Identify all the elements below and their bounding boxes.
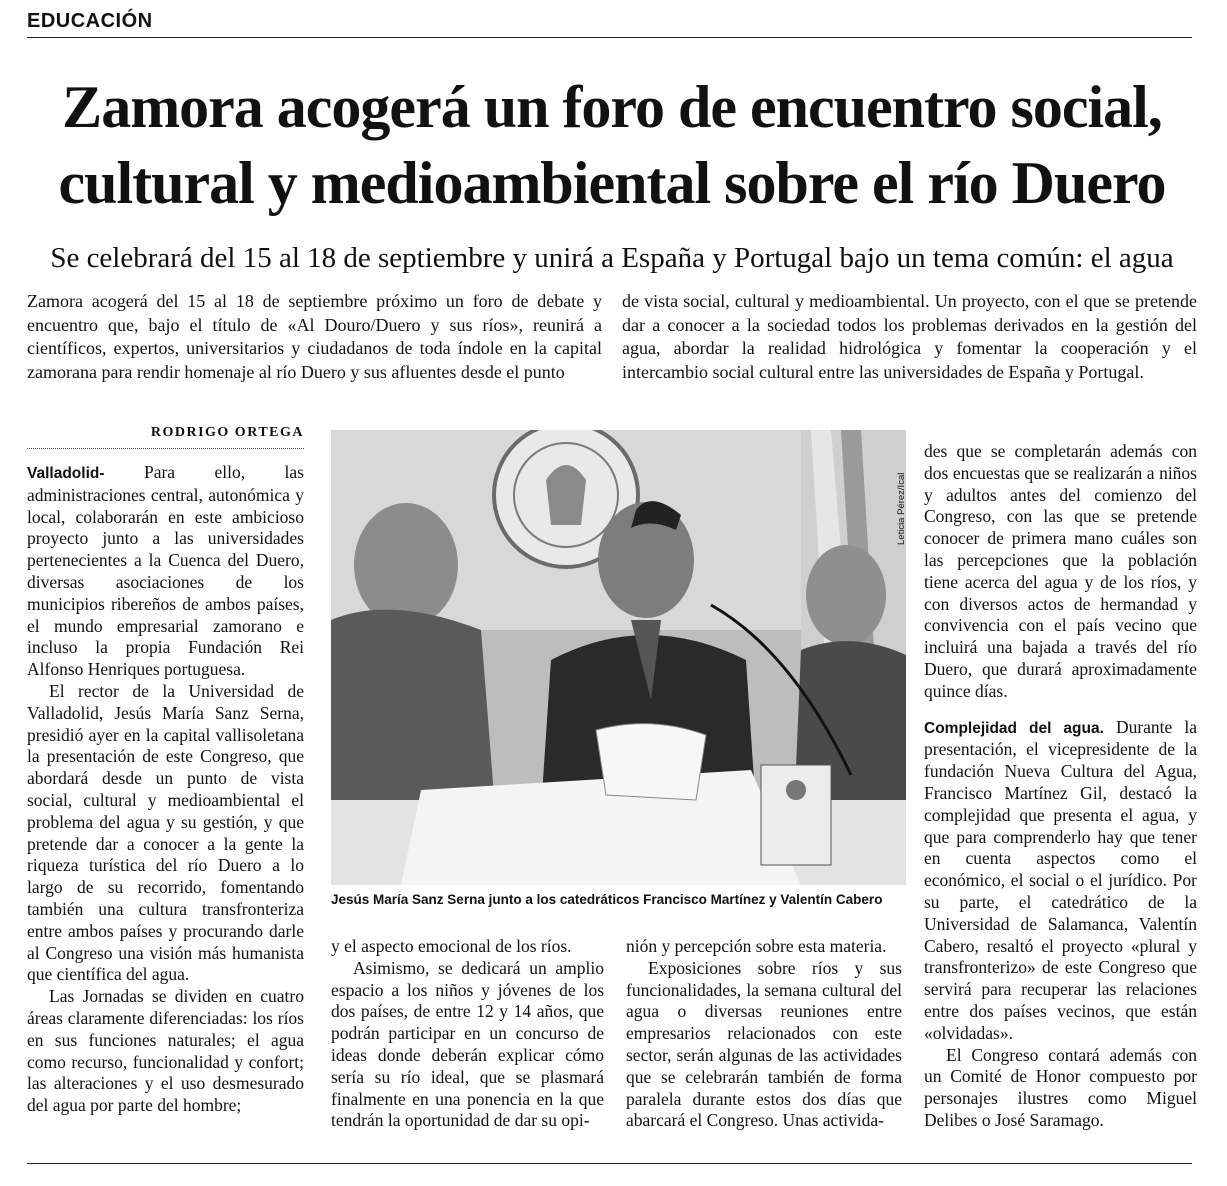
news-photo [331,430,906,885]
lede-left: Zamora acogerá del 15 al 18 de septiembre próximo un foro de debate y encuentro que, bajo el título de «Al Douro/Duero y sus ríos», reunirá a científicos, expertos, universitarios y ciudadanos de toda índole en la capital zamorana para rendir homenaje al río Duero y sus afluentes desde el punto [27,291,602,382]
column-4-paragraph-2: Complejidad del agua. Durante la presentación, el vicepresidente de la fundación Nueva Cultura del Agua, Francisco Martínez Gil, destacó la complejidad que presenta el agua, y que para comprenderlo hay que tener en cuenta aspectos como el económico, el social o el jurídico. Por su parte, el catedrático de la Universidad de Salamanca, Valentín Cabero, resaltó el proyecto «plural y transfronterizo» de este Congreso que servirá para recuperar las relaciones entre dos países vecinos, que están «olvidadas». [924,716,1197,1043]
headline-line-1: Zamora acogerá un foro de encuentro social, [62,74,1162,140]
column-3-paragraph-2: Exposiciones sobre ríos y sus funcionalidades, la semana cultural del agua o diversas reuniones entre empresarios relacionados con este sector, serán algunas de las actividades que se celebrarán también de forma paralela durante estos dos días que abarcará el Congreso. Unas activida- [626,957,902,1131]
inline-subhead: Complejidad del agua. [924,719,1104,737]
column-4-paragraph-3: El Congreso contará además con un Comité de Honor compuesto por personajes ilustres como Miguel Delibes o José Saramago. [924,1044,1197,1130]
column-2-paragraph-1: y el aspecto emocional de los ríos. [331,936,572,956]
photo-caption: Jesús María Sanz Serna junto a los catedráticos Francisco Martínez y Valentín Cabero [331,892,883,907]
column-1 [27,462,304,1117]
photo-illustration [331,430,906,885]
byline-divider [27,448,304,449]
headline-line-2: cultural y medioambiental sobre el río Duero [58,150,1166,216]
column-3 [626,936,902,1132]
byline: RODRIGO ORTEGA [150,425,304,440]
lede-right: de vista social, cultural y medioambiental. Un proyecto, con el que se pretende dar a conocer a la sociedad todos los problemas derivados en la gestión del agua, abordar la realidad hidrológica y fomentar la cooperación y el intercambio social cultural entre las universidades de España y Portugal. [622,291,1197,382]
subheadline: Se celebrará del 15 al 18 de septiembre y unirá a España y Portugal bajo un tema común: el agua [50,242,1174,274]
section-label: EDUCACIÓN [27,10,153,32]
bottom-rule [27,1163,1192,1164]
column-1-paragraph-3: Las Jornadas se dividen en cuatro áreas claramente diferenciadas: los ríos en sus funciones naturales; el agua como recurso, funcionalidad y confort; las alteraciones y el uso desmesurado del agua por parte del hombre; [27,986,304,1116]
column-1-paragraph-2: El rector de la Universidad de Valladolid, Jesús María Sanz Serna, presidió ayer en la capital vallisoletana la presentación de este Congreso, que abordará desde un punto de vista social, cultural y medioambiental el problema del agua y su gestión, y que pretende dar a conocer a la gente la riqueza turística del río Duero a lo largo de su recorrido, fomentando también una cultura transfronteriza entre ambos países y procurando darle al Congreso una visión más humanista que científica del agua. [27,680,304,985]
column-2-paragraph-2: Asimismo, se dedicará un amplio espacio a los niños y jóvenes de los dos países, de entre 12 y 14 años, que podrán participar en un concurso de ideas donde deberán explicar cómo sería su río ideal, que se plasmará finalmente en una ponencia en la que tendrán la oportunidad de dar su opi- [331,957,604,1131]
column-4 [924,441,1197,1132]
top-rule [27,37,1192,38]
dateline: Valladolid- [27,465,105,482]
column-3-paragraph-1: nión y percepción sobre esta materia. [626,936,887,956]
column-1-paragraph-1: Valladolid- Para ello, las administraciones central, autonómica y local, colaborarán en este ambicioso proyecto junto a las universidades pertenecientes a la Cuenca del Duero, diversas asociaciones de los municipios ribereños de ambos países, el mundo empresarial zamorano e incluso la propia Fundación Rei Alfonso Henriques portuguesa. [27,462,304,680]
column-2 [331,936,604,1132]
column-4-paragraph-1: des que se completarán además con dos encuestas que se realizarán a niños y adultos antes del comienzo del Congreso, con las que se pretende conocer de primera mano cuáles son las percepciones que la población tiene acerca del agua y de los ríos, y con diversos actos de hermandad y convivencia con el país vecino que incluirá una bajada a través del río Duero, que durará aproximadamente quince días. [924,441,1197,701]
photo-credit: Leticia Pérez/Ical [896,472,907,545]
